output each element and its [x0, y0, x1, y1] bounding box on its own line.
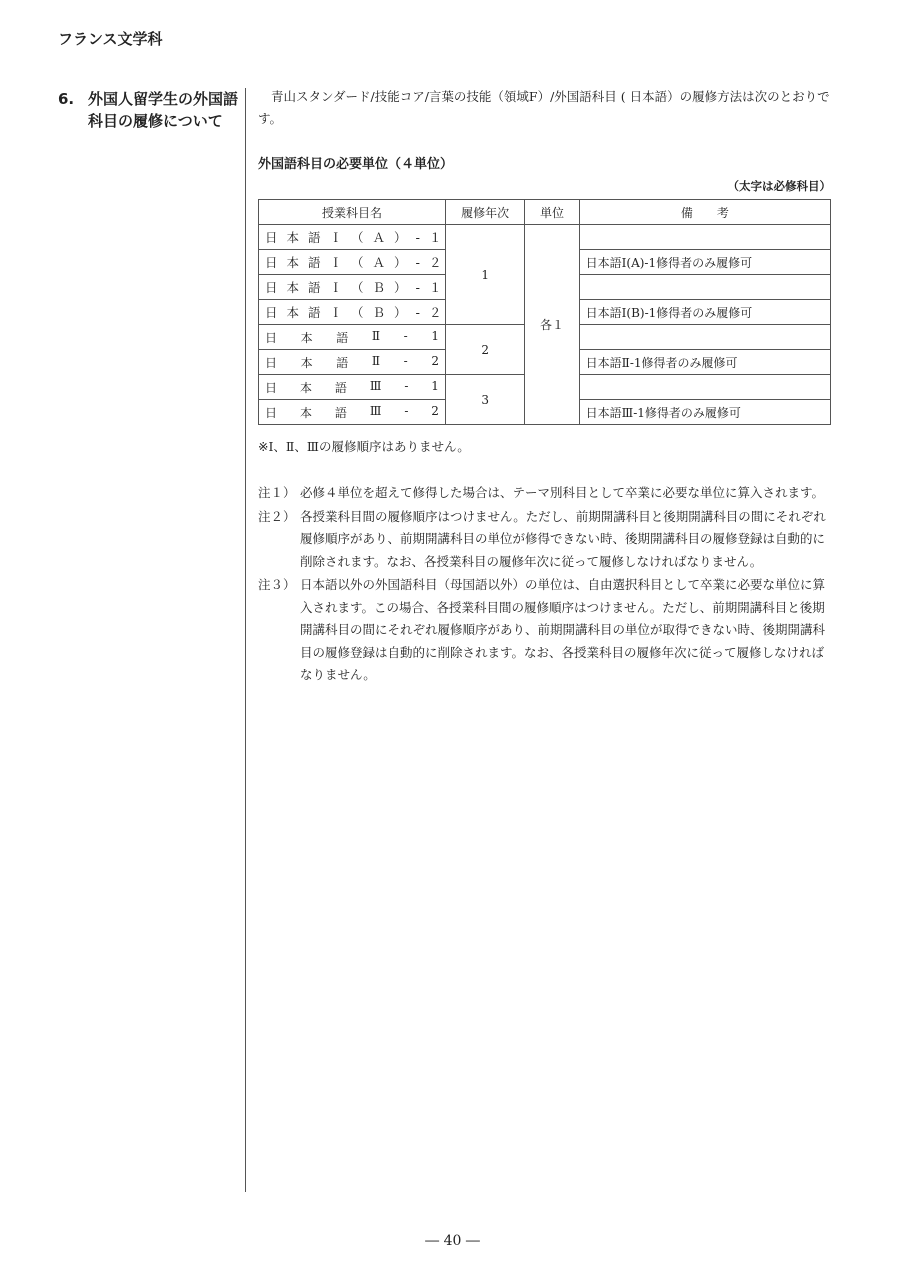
- remark-cell: [579, 375, 830, 400]
- course-name: 日本語Ｉ（Ｂ）-２: [259, 300, 446, 325]
- remark-cell: 日本語Ⅰ(B)-1修得者のみ履修可: [579, 300, 830, 325]
- note-label: 注３）: [258, 577, 296, 592]
- section-number: 6.: [58, 90, 75, 108]
- remark-cell: [579, 325, 830, 350]
- course-name: 日本語Ｉ（Ｂ）-１: [259, 275, 446, 300]
- course-name: 日本語Ｉ（Ａ）-１: [259, 225, 446, 250]
- course-name: 日 本 語 Ⅱ - 2: [259, 350, 446, 375]
- note-item: [258, 482, 832, 505]
- table-row: [259, 225, 831, 250]
- note-text: 必修４単位を超えて修得した場合は、テーマ別科目として卒業に必要な単位に算入されます。: [300, 485, 825, 500]
- note-label: 注１）: [258, 485, 296, 500]
- page-number: ― 40 ―: [425, 1233, 480, 1249]
- remark-cell: 日本語Ⅲ-1修得者のみ履修可: [579, 400, 830, 425]
- year-cell: 3: [445, 375, 524, 425]
- note-text: 各授業科目間の履修順序はつけません。ただし、前期開講科目と後期開講科目の間にそれぞれ履修順序があり、前期開講科目の単位が修得できない時、後期開講科目の履修登録は自動的に削除されます。なお、各授業科目の履修年次に従って履修しなければなりません。: [300, 508, 826, 569]
- header-unit: 単位: [525, 200, 579, 225]
- course-name: 日 本 語 Ⅲ - 1: [259, 375, 446, 400]
- note-item: [258, 506, 832, 574]
- bold-legend-note: （太字は必修科目）: [727, 179, 831, 193]
- department-title: フランス文学科: [58, 30, 163, 48]
- header-course-name: 授業科目名: [259, 200, 446, 225]
- course-table: [258, 199, 831, 425]
- header-note: 備 考: [579, 200, 830, 225]
- section-title: 外国人留学生の外国語科目の履修について: [88, 90, 239, 130]
- intro-paragraph: 青山スタンダード/技能コア/言葉の技能（領域F）/外国語科目 ( 日本語）の履修方法は次のとおりです。: [258, 89, 830, 126]
- year-cell: 2: [445, 325, 524, 375]
- table-header-row: [259, 200, 831, 225]
- remark-cell: [579, 225, 830, 250]
- course-name: 日 本 語 Ⅲ - 2: [259, 400, 446, 425]
- note-item: [258, 574, 832, 687]
- remark-cell: 日本語Ⅰ(A)-1修得者のみ履修可: [579, 250, 830, 275]
- year-cell: 1: [445, 225, 524, 325]
- unit-cell: 各１: [525, 225, 579, 425]
- order-note: ※Ⅰ、Ⅱ、Ⅲの履修順序はありません。: [258, 439, 470, 454]
- header-year: 履修年次: [445, 200, 524, 225]
- notes-list: [258, 482, 832, 688]
- note-label: 注２）: [258, 508, 296, 524]
- course-name: 日本語Ｉ（Ａ）-２: [259, 250, 446, 275]
- remark-cell: 日本語Ⅱ-1修得者のみ履修可: [579, 350, 830, 375]
- table-subheading: 外国語科目の必要単位（４単位）: [258, 157, 454, 172]
- course-name: 日 本 語 Ⅱ - 1: [259, 325, 446, 350]
- vertical-divider: [245, 88, 246, 1192]
- remark-cell: [579, 275, 830, 300]
- note-text: 日本語以外の外国語科目（母国語以外）の単位は、自由選択科目として卒業に必要な単位に算入されます。この場合、各授業科目間の履修順序はつけません。ただし、前期開講科目と後期開講科目の間にそれぞれ履修順序があり、前期開講科目の単位が取得できない時、後期開講科目の履修登録は自動的に削除されます。なお、各授業科目の履修年次に従って履修しなければなりません。: [300, 577, 826, 682]
